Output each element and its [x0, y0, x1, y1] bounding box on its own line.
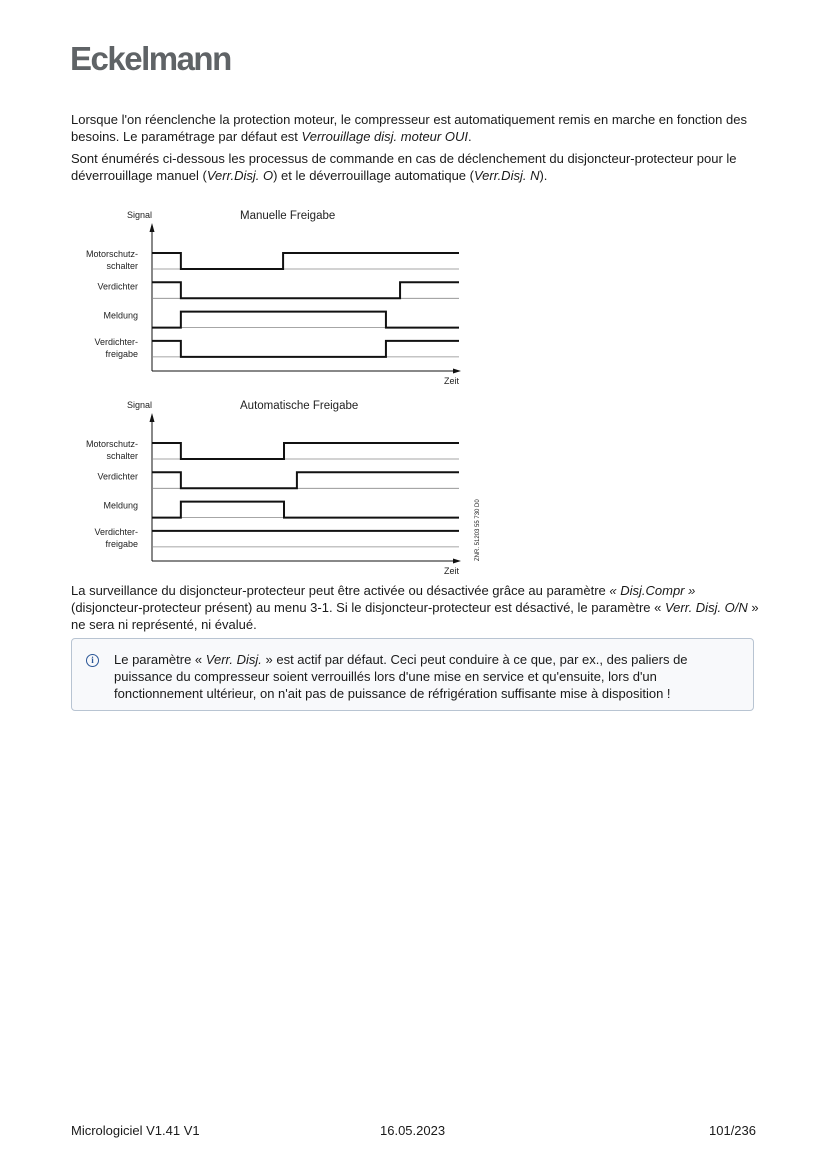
y-axis-label: Signal: [126, 210, 152, 220]
info-note-text: [114, 651, 744, 702]
signal-waveform: [152, 253, 459, 269]
y-axis-arrow-icon: [150, 223, 155, 232]
signal-label: schalter: [106, 261, 138, 271]
x-axis-label: Zeit: [443, 566, 459, 576]
text: La surveillance du disjoncteur-protecteur peut être activée ou désactivée grâce au paramètre: [71, 583, 610, 598]
parameter-name: Verr.Disj. O: [206, 168, 274, 183]
text: ) et le déverrouillage automatique (: [273, 168, 474, 183]
signal-label: Verdichter-: [94, 526, 138, 537]
x-axis-label: Zeit: [443, 376, 459, 386]
parameter-name: Verr.Disj. N: [473, 168, 540, 183]
text: (disjoncteur-protecteur présent) au menu 3-1. Si le disjoncteur-protecteur est désactivé, le paramètre «: [71, 600, 665, 615]
x-axis-arrow-icon: [453, 559, 461, 564]
parameter-name: « Disj.Compr »: [609, 583, 696, 598]
signal-label: schalter: [106, 451, 138, 461]
signal-waveform: [152, 312, 459, 328]
signal-waveform: [152, 443, 459, 459]
signal-label: Verdichter: [97, 471, 138, 482]
signal-label: Verdichter-: [94, 336, 138, 347]
text: » est actif par défaut. Ceci peut conduire à ce que, par ex., des paliers de puissance du compresseur soient verrouillés lors d'une mise en service et qu'ensuite, lors d'un fonctionnement ultérieur, on n'ait pas de puissance de réfrigération suffisante mise à disposition !: [114, 652, 688, 701]
signal-label: freigabe: [105, 538, 138, 549]
signal-waveform: [152, 472, 459, 488]
x-axis-arrow-icon: [453, 369, 461, 374]
text: » ne sera ni représenté, ni évalué.: [71, 600, 759, 632]
info-note-box: [71, 638, 754, 711]
figure-id: ZNR. 51203 55 730 D0: [475, 499, 481, 561]
info-icon: i: [86, 654, 99, 667]
text: ).: [539, 168, 548, 183]
parameter-name: Verrouillage disj. moteur OUI: [301, 129, 468, 144]
chart-title: Manuelle Freigabe: [240, 210, 336, 222]
eckelmann-logo: Eckelmann: [70, 40, 231, 77]
footer-date: 16.05.2023: [380, 1123, 446, 1138]
signal-label: Verdichter: [97, 281, 138, 292]
signal-label: Meldung: [103, 500, 138, 511]
y-axis-arrow-icon: [150, 413, 155, 422]
footer-page-number: 101/236: [709, 1123, 756, 1138]
text: Sont énumérés ci-dessous les processus de commande en cas de déclenchement du disjoncteur-protecteur pour le déverrouillage manuel (: [71, 151, 737, 183]
signal-label: Motorschutz-: [85, 439, 138, 449]
text: Le paramètre «: [114, 652, 206, 667]
signal-label: Meldung: [103, 310, 138, 321]
signal-waveform: [152, 502, 459, 518]
footer-document-version: Micrologiciel V1.41 V1: [71, 1123, 200, 1138]
y-axis-label: Signal: [126, 400, 152, 410]
signal-waveform: [152, 341, 459, 357]
signal-waveform: [152, 282, 459, 298]
signal-label: freigabe: [105, 348, 138, 359]
signal-label: Motorschutz-: [85, 249, 138, 259]
parameter-name: Verr. Disj.: [205, 652, 262, 667]
text: Lorsque l'on réenclenche la protection moteur, le compresseur est automatiquement remis en marche en fonction des besoins. Le paramétrage par défaut est: [71, 112, 747, 144]
text: .: [467, 129, 472, 144]
chart-title: Automatische Freigabe: [240, 400, 359, 412]
timing-diagrams: [0, 0, 827, 580]
paragraph-breaker-monitoring: [71, 582, 761, 633]
parameter-name: Verr. Disj. O/N: [664, 600, 748, 615]
